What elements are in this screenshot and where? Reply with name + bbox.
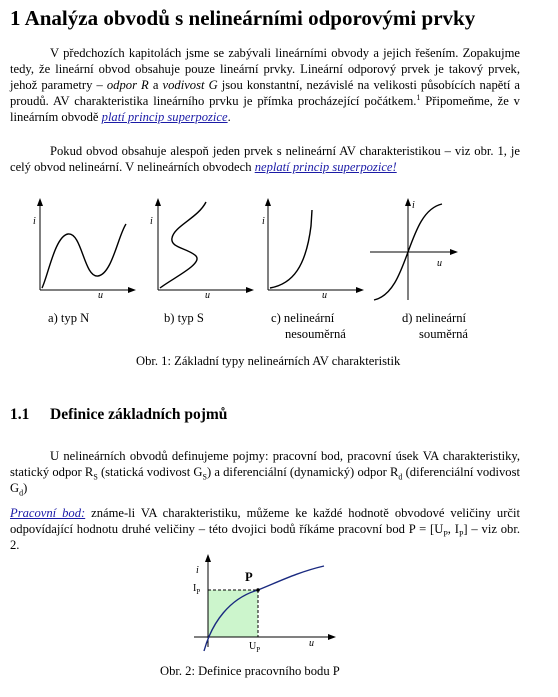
chapter-heading: 1 Analýza obvodů s nelineárními odporovými prvky (10, 6, 476, 30)
fig2-ip-label: $I_P$ (193, 583, 201, 596)
paragraph-nonlinear: Pokud obvod obsahuje alespoň jeden prvek s nelineární AV charakteristikou – viz obr. 1, je celý obvod nelineární. V nelineárních obvodech neplatí princip superpozice! (10, 144, 520, 174)
panel-c-axis-u: u (322, 290, 327, 301)
panel-d-label: d) nelineární souměrná (402, 311, 468, 341)
footnote-mark: 1 (416, 92, 421, 102)
operating-point-link[interactable]: Pracovní bod: (10, 506, 86, 520)
panel-a-graph (30, 196, 140, 306)
superposition-link[interactable]: platí princip superpozice (101, 110, 228, 124)
fig2-up-label: $U_P$ (249, 641, 261, 654)
no-superposition-link[interactable]: neplatí princip superpozice! (254, 160, 397, 174)
panel-a-label: a) typ N (48, 311, 90, 325)
operating-point-marker (256, 588, 260, 592)
paragraph-intro: V předchozích kapitolách jsme se zabývali lineárními obvody a jejich řešením. Zopakujme tedy, že lineární obvod obsahuje pouze lineární prvky. Lineární odporový prvek je takový prvek, jehož parametry – odpor R a vodivost G jsou konstantní, nezávislé na velikosti působících napětí a proudů. AV charakteristika lineárního prvku je přímka procházející počátkem.$^1$ Připomeňme, že v lineárním obvodě platí princip superpozice. (10, 46, 521, 124)
fig2-point-label: P (245, 570, 253, 584)
panel-b-graph (148, 196, 258, 306)
panel-c-label: c) nelineární nesouměrná (271, 311, 346, 341)
figure-2-graph (190, 552, 340, 652)
panel-c-graph (258, 196, 368, 306)
operating-area-fill (208, 590, 258, 637)
figure-2-caption: Obr. 2: Definice pracovního bodu P (160, 664, 340, 678)
paragraph-definitions: U nelineárních obvodů definujeme pojmy: pracovní bod, pracovní úsek VA charakteristiky, statický odpor $R_S$ (statická vodivost $G_S$) a diferenciální (dynamický) odpor $R_d$ (diferenciální vodivost $G_d$) (10, 449, 520, 498)
panel-b-axis-u: u (205, 290, 210, 301)
fig2-axis-i: i (196, 565, 199, 576)
panel-d-graph (366, 196, 476, 306)
panel-d-axis-i: i (412, 200, 415, 211)
panel-d-axis-u: u (437, 258, 442, 269)
panel-a-axis-u: u (98, 290, 103, 301)
section-heading: 1.1 Definice základních pojmů (10, 406, 228, 423)
panel-c-axis-i: i (262, 216, 265, 227)
panel-b-axis-i: i (150, 216, 153, 227)
panel-b-label: b) typ S (164, 311, 204, 325)
panel-a-axis-i: i (33, 216, 36, 227)
fig2-axis-u: u (309, 638, 314, 649)
figure-1-caption: Obr. 1: Základní typy nelineárních AV charakteristik (136, 354, 401, 368)
paragraph-operating-point: Pracovní bod: známe-li VA charakteristiku, můžeme ke každé hodnotě obvodové veličiny určit odpovídající hodnotu druhé veličiny – této dvojici bodů říkáme pracovní bod $P = [U_P$, $I_P$] – viz obr. 2. (10, 506, 520, 552)
